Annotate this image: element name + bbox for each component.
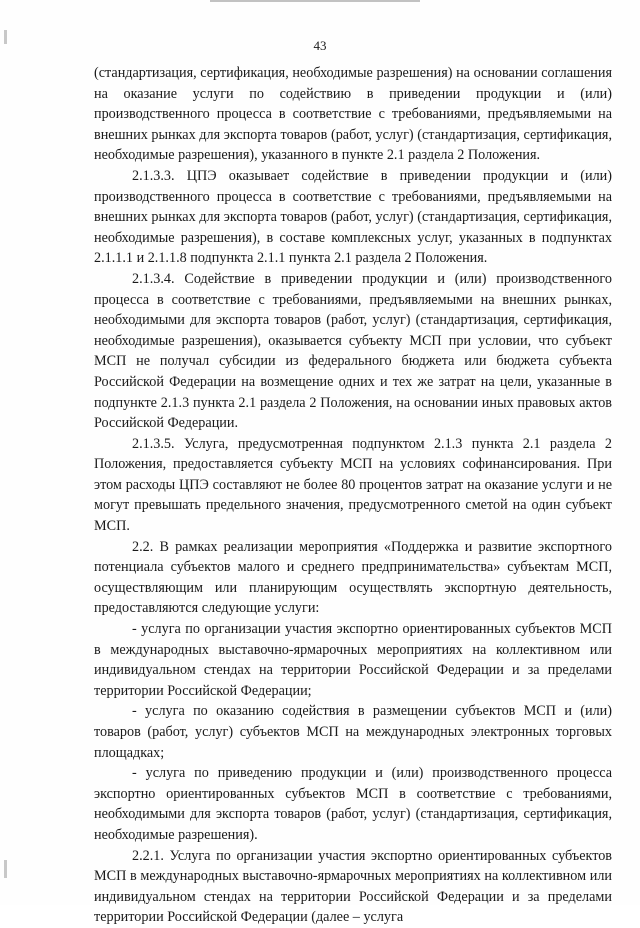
paragraph-2-1-3-3: 2.1.3.3. ЦПЭ оказывает содействие в приведении продукции и (или) производственного процесса в соответствие с требованиями, предъявляемыми на внешних рынках для экспорта товаров (работ, услуг) (стандартизация, сертификация, необходимые разрешения), в составе комплексных услуг, указанных в подпунктах 2.1.1.1 и 2.1.1.8 подпункта 2.1.1 пункта 2.1 раздела 2 Положения. bbox=[94, 167, 612, 267]
list-item-exhibitions: - услуга по организации участия экспортно ориентированных субъектов МСП в международных выставочно-ярмарочных мероприятиях на коллективном или индивидуальном стендах на территории Российской Федерации и за пределами территории Российской Федерации; bbox=[94, 621, 612, 699]
paragraph-2-1-3-5: 2.1.3.5. Услуга, предусмотренная подпунктом 2.1.3 пункта 2.1 раздела 2 Положения, предоставляется субъекту МСП на условиях софинансирования. При этом расходы ЦПЭ составляют не более 80 процентов затрат на оказание услуги и не могут превышать предельного значения, предусмотренного сметой на один субъект МСП. bbox=[94, 435, 612, 535]
paragraph-continuation: (стандартизация, сертификация, необходимые разрешения) на основании соглашения на оказание услуги по содействию в приведении продукции и (или) производственного процесса в соответствие с требованиями, предъявляемыми на внешних рынках для экспорта товаров (работ, услуг) (стандартизация, сертификация, необходимые разрешения), указанного в пункте 2.1 раздела 2 Положения. bbox=[94, 65, 612, 164]
scan-left-mark-lower bbox=[4, 860, 7, 878]
document-body bbox=[94, 63, 612, 928]
list-item-certification: - услуга по приведению продукции и (или) производственного процесса экспортно ориентированных субъектов МСП в соответствие с требованиями, необходимыми для экспорта товаров (работ, услуг) (стандартизация, сертификация, необходимые разрешения). bbox=[94, 765, 612, 843]
paragraph-2-1-3-4: 2.1.3.4. Содействие в приведении продукции и (или) производственного процесса в соответствие с требованиями, предъявляемыми на внешних рынках, необходимыми для экспорта товаров (работ, услуг) (стандартизация, сертификация, необходимые разрешения), оказывается субъекту МСП при условии, что субъект МСП не получал субсидии из федерального бюджета или бюджета субъекта Российской Федерации на возмещение одних и тех же затрат на цели, указанные в подпункте 2.1.3 пункта 2.1 раздела 2 Положения, на основании иных правовых актов Российской Федерации. bbox=[94, 270, 612, 432]
paragraph-2-2: 2.2. В рамках реализации мероприятия «Поддержка и развитие экспортного потенциала субъектов малого и среднего предпринимательства» субъектам МСП, осуществляющим или планирующим осуществлять экспортную деятельность, предоставляются следующие услуги: bbox=[94, 538, 612, 617]
scan-top-edge bbox=[210, 0, 420, 2]
page-number: 43 bbox=[313, 38, 327, 53]
list-item-e-commerce: - услуга по оказанию содействия в размещении субъектов МСП и (или) товаров (работ, услуг) субъектов МСП на международных электронных торговых площадках; bbox=[94, 703, 612, 761]
paragraph-2-2-1: 2.2.1. Услуга по организации участия экспортно ориентированных субъектов МСП в международных выставочно-ярмарочных мероприятиях на коллективном или индивидуальном стендах на территории Российской Федерации и за пределами территории Российской Федерации (далее – услуга bbox=[94, 847, 612, 926]
